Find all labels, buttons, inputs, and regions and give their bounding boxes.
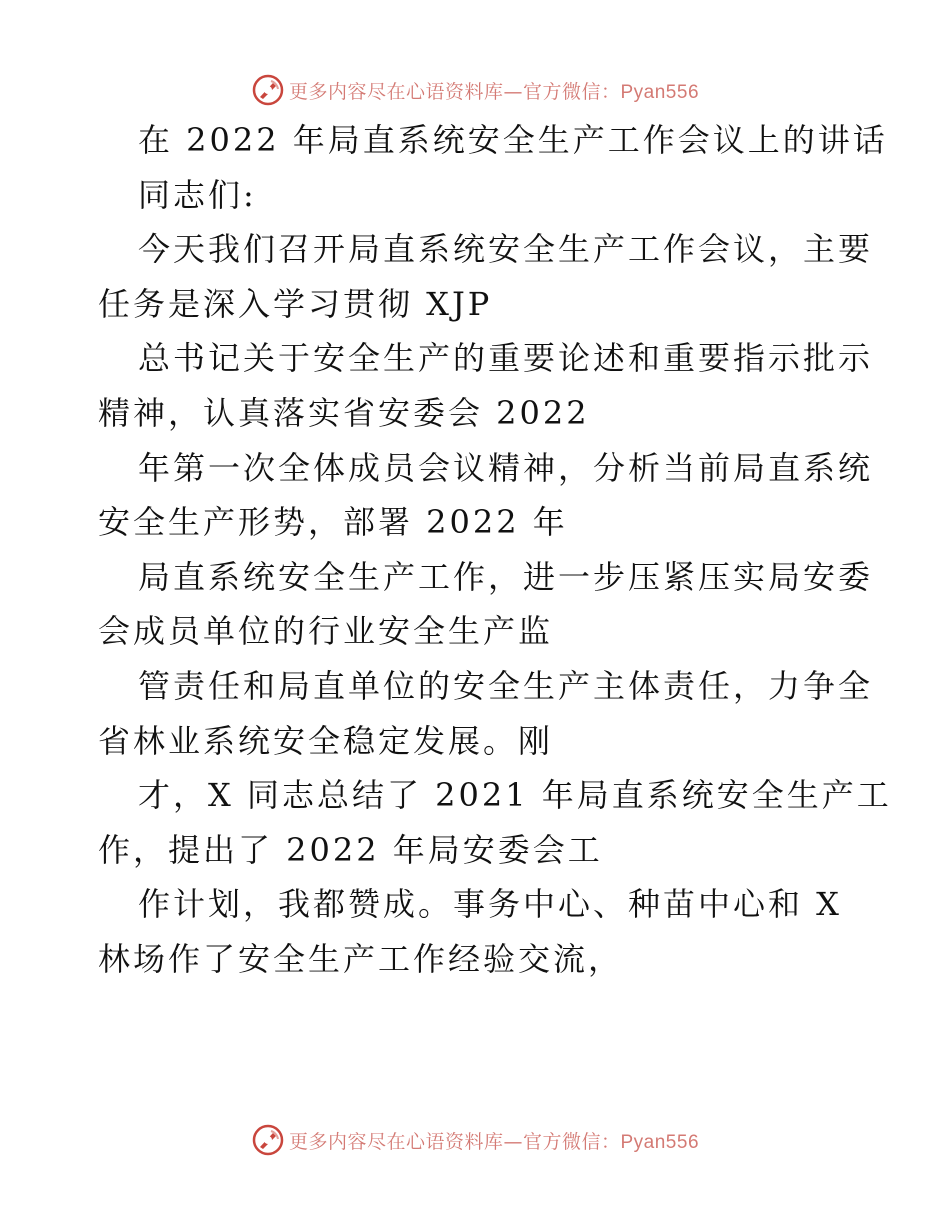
text-line: 省林业系统安全稳定发展。刚 — [98, 721, 554, 760]
pen-logo-icon — [251, 73, 285, 107]
text-line: 今天我们召开局直系统安全生产工作会议，主要 — [138, 230, 874, 269]
text-line: 总书记关于安全生产的重要论述和重要指示批示 — [138, 339, 874, 378]
text-line: 林场作了安全生产工作经验交流， — [98, 939, 624, 978]
header-watermark-banner — [0, 70, 950, 110]
text-line: 任务是深入学习贯彻 XJP — [98, 284, 493, 323]
text-line: 年第一次全体成员会议精神，分析当前局直系统 — [138, 448, 874, 487]
text-line: 安全生产形势，部署 2022 年 — [98, 503, 568, 542]
text-line: 局直系统安全生产工作，进一步压紧压实局安委 — [138, 557, 874, 596]
text-line: 精神，认真落实省安委会 2022 — [98, 393, 590, 432]
footer-watermark-banner — [0, 1120, 950, 1160]
pen-logo-icon — [251, 1123, 285, 1157]
document-body — [98, 121, 892, 998]
text-line: 才，X 同志总结了 2021 年局直系统安全生产工 — [138, 776, 892, 815]
text-line: 同志们: — [138, 175, 257, 214]
watermark-text: 更多内容尽在心语资料库—官方微信：Pyan556 — [288, 80, 700, 103]
document-title: 在 2022 年局直系统安全生产工作会议上的讲话 — [138, 121, 888, 159]
watermark-text: 更多内容尽在心语资料库—官方微信：Pyan556 — [288, 1130, 700, 1153]
text-line: 作，提出了 2022 年局安委会工 — [98, 830, 603, 869]
text-line: 作计划，我都赞成。事务中心、种苗中心和 X — [138, 885, 842, 924]
text-line: 管责任和局直单位的安全生产主体责任，力争全 — [138, 666, 874, 705]
text-line: 会成员单位的行业安全生产监 — [98, 612, 554, 651]
